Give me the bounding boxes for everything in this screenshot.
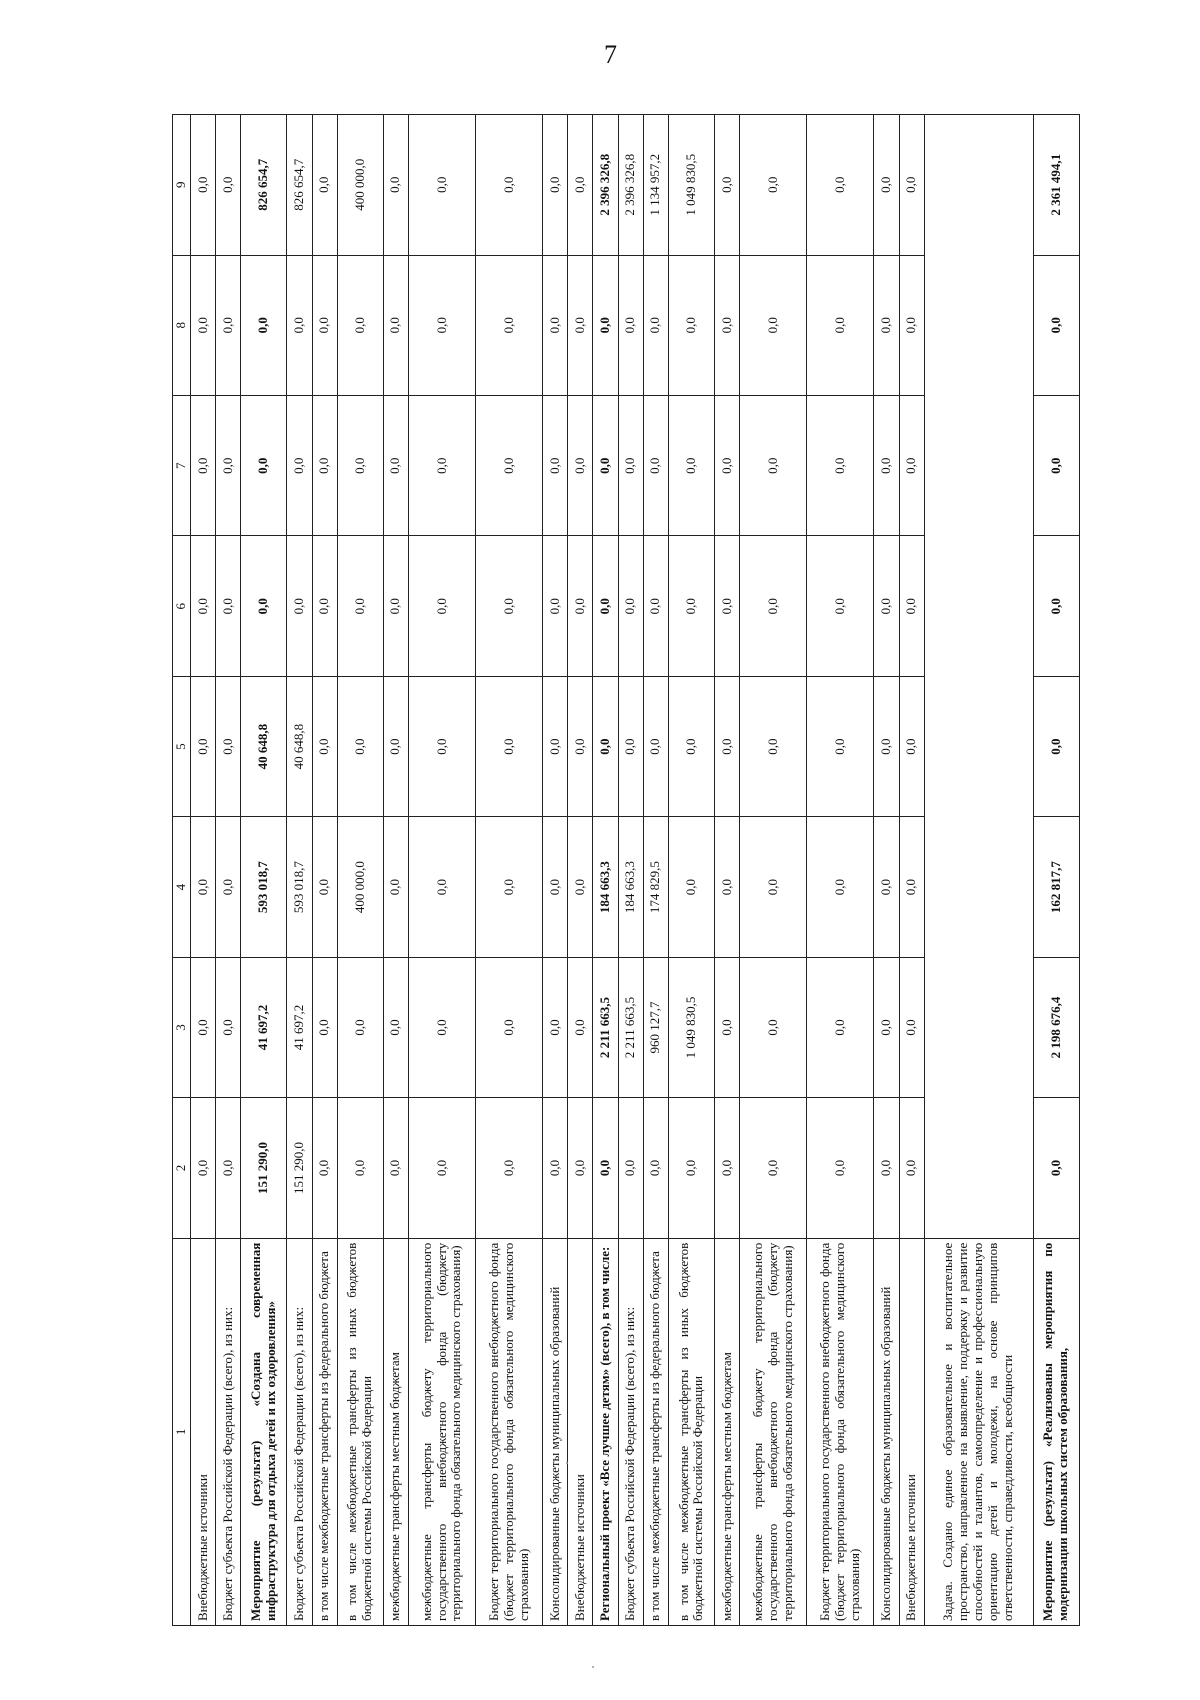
rotated-page <box>172 114 1080 1626</box>
table-row <box>337 115 383 1626</box>
value-cell: 0,0 <box>807 255 874 395</box>
value-cell: 0,0 <box>740 957 807 1097</box>
value-cell: 0,0 <box>287 396 312 536</box>
value-cell: 0,0 <box>593 536 618 676</box>
value-cell: 0,0 <box>383 957 408 1097</box>
value-cell: 0,0 <box>715 1098 740 1238</box>
value-cell: 0,0 <box>807 536 874 676</box>
value-cell: 0,0 <box>383 817 408 957</box>
value-cell: 0,0 <box>593 676 618 816</box>
table-row <box>1033 115 1079 1626</box>
value-cell: 0,0 <box>312 255 337 395</box>
table-row <box>643 115 668 1626</box>
value-cell: 0,0 <box>807 1098 874 1238</box>
value-cell: 826 654,7 <box>287 115 312 256</box>
value-cell: 0,0 <box>899 115 924 256</box>
value-cell: 0,0 <box>216 255 241 395</box>
value-cell: 0,0 <box>383 676 408 816</box>
value-cell: 0,0 <box>337 536 383 676</box>
scan-speck <box>592 1666 594 1668</box>
value-cell: 0,0 <box>899 396 924 536</box>
value-cell: 0,0 <box>740 536 807 676</box>
header-cell: 9 <box>173 115 191 256</box>
row-label: Мероприятие (результат) «Реализованы мероприятия по модернизации школьных систем образования, <box>1033 1238 1079 1625</box>
table-body <box>190 115 1079 1626</box>
value-cell: 0,0 <box>807 115 874 256</box>
value-cell: 0,0 <box>618 1098 643 1238</box>
value-cell: 400 000,0 <box>337 115 383 256</box>
table-row <box>287 115 312 1626</box>
value-cell: 2 396 326,8 <box>618 115 643 256</box>
value-cell: 0,0 <box>476 957 543 1097</box>
value-cell: 0,0 <box>740 255 807 395</box>
value-cell: 0,0 <box>740 1098 807 1238</box>
value-cell: 0,0 <box>190 1098 215 1238</box>
value-cell: 0,0 <box>874 1098 899 1238</box>
row-label: в том числе межбюджетные трансферты из иных бюджетов бюджетной системы Российской Федерации <box>668 1238 714 1625</box>
value-cell: 960 127,7 <box>643 957 668 1097</box>
value-cell: 0,0 <box>287 255 312 395</box>
value-cell: 0,0 <box>476 396 543 536</box>
value-cell: 0,0 <box>643 536 668 676</box>
value-cell: 0,0 <box>668 396 714 536</box>
value-cell: 0,0 <box>899 255 924 395</box>
value-cell: 0,0 <box>874 676 899 816</box>
value-cell: 0,0 <box>312 957 337 1097</box>
value-cell: 0,0 <box>618 396 643 536</box>
value-cell: 0,0 <box>668 536 714 676</box>
value-cell: 0,0 <box>476 1098 543 1238</box>
table-row <box>924 115 1033 1626</box>
value-cell: 0,0 <box>476 817 543 957</box>
value-cell: 0,0 <box>899 676 924 816</box>
value-cell: 184 663,3 <box>618 817 643 957</box>
value-cell: 0,0 <box>287 536 312 676</box>
value-cell: 162 817,7 <box>1033 817 1079 957</box>
value-cell: 0,0 <box>476 115 543 256</box>
value-cell: 0,0 <box>668 676 714 816</box>
value-cell: 0,0 <box>543 1098 568 1238</box>
table-row <box>568 115 593 1626</box>
row-label: межбюджетные трансферты местным бюджетам <box>383 1238 408 1625</box>
value-cell: 0,0 <box>568 536 593 676</box>
value-cell: 593 018,7 <box>287 817 312 957</box>
header-cell: 6 <box>173 536 191 676</box>
row-label: Задача. Создано единое образовательное и воспитательное пространство, направленное на выявление, поддержку и развитие способностей и талантов, самоопределение и профессиональную ориентацию детей и молодежи, на основе принципов ответственности, справедливости, всеобщности <box>924 1238 1033 1625</box>
value-cell: 0,0 <box>874 536 899 676</box>
value-cell: 2 198 676,4 <box>1033 957 1079 1097</box>
value-cell: 0,0 <box>383 396 408 536</box>
value-cell: 0,0 <box>643 255 668 395</box>
row-label: Бюджет субъекта Российской Федерации (всего), из них: <box>287 1238 312 1625</box>
empty-cell <box>924 115 1033 1239</box>
value-cell: 0,0 <box>593 255 618 395</box>
value-cell: 0,0 <box>476 536 543 676</box>
value-cell: 0,0 <box>383 115 408 256</box>
value-cell: 0,0 <box>543 676 568 816</box>
row-label: Мероприятие (результат) «Создана современная инфраструктура для отдыха детей и их оздоровления» <box>241 1238 287 1625</box>
value-cell: 0,0 <box>1033 255 1079 395</box>
value-cell: 0,0 <box>668 255 714 395</box>
row-label: межбюджетные трансферты местным бюджетам <box>715 1238 740 1625</box>
header-cell: 7 <box>173 396 191 536</box>
header-cell: 1 <box>173 1238 191 1625</box>
value-cell: 0,0 <box>216 396 241 536</box>
value-cell: 0,0 <box>568 817 593 957</box>
value-cell: 0,0 <box>1033 536 1079 676</box>
value-cell: 0,0 <box>568 957 593 1097</box>
value-cell: 0,0 <box>1033 1098 1079 1238</box>
value-cell: 2 361 494,1 <box>1033 115 1079 256</box>
value-cell: 0,0 <box>216 115 241 256</box>
value-cell: 0,0 <box>241 255 287 395</box>
value-cell: 1 049 830,5 <box>668 957 714 1097</box>
budget-table <box>172 114 1080 1626</box>
value-cell: 0,0 <box>807 957 874 1097</box>
value-cell: 1 049 830,5 <box>668 115 714 256</box>
value-cell: 0,0 <box>874 255 899 395</box>
value-cell: 0,0 <box>408 1098 475 1238</box>
value-cell: 151 290,0 <box>241 1098 287 1238</box>
value-cell: 0,0 <box>408 817 475 957</box>
row-label: в том числе межбюджетные трансферты из федерального бюджета <box>312 1238 337 1625</box>
value-cell: 0,0 <box>312 817 337 957</box>
value-cell: 593 018,7 <box>241 817 287 957</box>
value-cell: 0,0 <box>568 396 593 536</box>
value-cell: 0,0 <box>241 396 287 536</box>
value-cell: 0,0 <box>383 255 408 395</box>
value-cell: 0,0 <box>715 115 740 256</box>
value-cell: 0,0 <box>715 396 740 536</box>
value-cell: 0,0 <box>807 396 874 536</box>
value-cell: 0,0 <box>543 115 568 256</box>
value-cell: 0,0 <box>543 255 568 395</box>
table-row <box>476 115 543 1626</box>
row-label: в том числе межбюджетные трансферты из федерального бюджета <box>643 1238 668 1625</box>
value-cell: 0,0 <box>337 255 383 395</box>
header-cell: 4 <box>173 817 191 957</box>
value-cell: 40 648,8 <box>241 676 287 816</box>
value-cell: 0,0 <box>190 115 215 256</box>
header-cell: 8 <box>173 255 191 395</box>
value-cell: 0,0 <box>643 1098 668 1238</box>
value-cell: 0,0 <box>643 676 668 816</box>
header-cell: 2 <box>173 1098 191 1238</box>
table-row <box>408 115 475 1626</box>
value-cell: 0,0 <box>618 536 643 676</box>
value-cell: 0,0 <box>190 536 215 676</box>
table-row <box>715 115 740 1626</box>
value-cell: 0,0 <box>618 255 643 395</box>
value-cell: 0,0 <box>312 115 337 256</box>
value-cell: 0,0 <box>668 1098 714 1238</box>
value-cell: 0,0 <box>807 676 874 816</box>
value-cell: 826 654,7 <box>241 115 287 256</box>
value-cell: 400 000,0 <box>337 817 383 957</box>
table-row <box>216 115 241 1626</box>
table-row <box>543 115 568 1626</box>
value-cell: 0,0 <box>874 957 899 1097</box>
row-label: межбюджетные трансферты бюджету территориального государственного внебюджетного фонда (бюджету территориального фонда обязательного медицинского страхования) <box>408 1238 475 1625</box>
row-label: в том числе межбюджетные трансферты из иных бюджетов бюджетной системы Российской Федерации <box>337 1238 383 1625</box>
value-cell: 0,0 <box>618 676 643 816</box>
header-cell: 3 <box>173 957 191 1097</box>
value-cell: 0,0 <box>312 536 337 676</box>
value-cell: 0,0 <box>543 536 568 676</box>
value-cell: 0,0 <box>216 957 241 1097</box>
value-cell: 0,0 <box>715 536 740 676</box>
value-cell: 0,0 <box>568 1098 593 1238</box>
value-cell: 0,0 <box>899 817 924 957</box>
value-cell: 0,0 <box>408 396 475 536</box>
value-cell: 0,0 <box>408 115 475 256</box>
value-cell: 0,0 <box>593 1098 618 1238</box>
value-cell: 0,0 <box>740 817 807 957</box>
value-cell: 0,0 <box>1033 676 1079 816</box>
value-cell: 0,0 <box>216 1098 241 1238</box>
value-cell: 0,0 <box>476 255 543 395</box>
row-label: Внебюджетные источники <box>190 1238 215 1625</box>
value-cell: 0,0 <box>312 1098 337 1238</box>
value-cell: 0,0 <box>337 396 383 536</box>
value-cell: 0,0 <box>408 676 475 816</box>
row-label: Бюджет субъекта Российской Федерации (всего), из них: <box>618 1238 643 1625</box>
value-cell: 0,0 <box>807 817 874 957</box>
value-cell: 174 829,5 <box>643 817 668 957</box>
value-cell: 0,0 <box>593 396 618 536</box>
value-cell: 0,0 <box>668 817 714 957</box>
row-label: Бюджет территориального государственного внебюджетного фонда (бюджет территориального фонда обязательного медицинского страхования) <box>807 1238 874 1625</box>
value-cell: 0,0 <box>874 817 899 957</box>
table-row <box>190 115 215 1626</box>
value-cell: 0,0 <box>383 1098 408 1238</box>
value-cell: 0,0 <box>408 536 475 676</box>
value-cell: 0,0 <box>408 957 475 1097</box>
value-cell: 0,0 <box>383 536 408 676</box>
value-cell: 0,0 <box>190 957 215 1097</box>
row-label: Внебюджетные источники <box>568 1238 593 1625</box>
value-cell: 0,0 <box>715 957 740 1097</box>
table-row <box>899 115 924 1626</box>
value-cell: 0,0 <box>568 115 593 256</box>
value-cell: 0,0 <box>476 676 543 816</box>
value-cell: 0,0 <box>899 1098 924 1238</box>
table-row <box>740 115 807 1626</box>
row-label: Бюджет субъекта Российской Федерации (всего), из них: <box>216 1238 241 1625</box>
table-row <box>807 115 874 1626</box>
value-cell: 0,0 <box>899 536 924 676</box>
value-cell: 2 211 663,5 <box>618 957 643 1097</box>
value-cell: 0,0 <box>568 255 593 395</box>
value-cell: 2 211 663,5 <box>593 957 618 1097</box>
value-cell: 0,0 <box>715 676 740 816</box>
header-cell: 5 <box>173 676 191 816</box>
value-cell: 0,0 <box>543 817 568 957</box>
value-cell: 0,0 <box>337 957 383 1097</box>
value-cell: 0,0 <box>740 115 807 256</box>
value-cell: 0,0 <box>190 817 215 957</box>
row-label: Консолидированные бюджеты муниципальных образований <box>543 1238 568 1625</box>
value-cell: 0,0 <box>740 676 807 816</box>
value-cell: 0,0 <box>216 536 241 676</box>
table-row <box>383 115 408 1626</box>
scan-speck <box>566 1462 568 1464</box>
value-cell: 1 134 957,2 <box>643 115 668 256</box>
value-cell: 0,0 <box>1033 396 1079 536</box>
value-cell: 0,0 <box>312 676 337 816</box>
value-cell: 184 663,3 <box>593 817 618 957</box>
value-cell: 0,0 <box>190 396 215 536</box>
value-cell: 0,0 <box>216 676 241 816</box>
value-cell: 2 396 326,8 <box>593 115 618 256</box>
value-cell: 41 697,2 <box>241 957 287 1097</box>
value-cell: 41 697,2 <box>287 957 312 1097</box>
value-cell: 0,0 <box>216 817 241 957</box>
row-label: межбюджетные трансферты бюджету территориального государственного внебюджетного фонда (бюджету территориального фонда обязательного медицинского страхования) <box>740 1238 807 1625</box>
value-cell: 151 290,0 <box>287 1098 312 1238</box>
header-row <box>173 115 191 1626</box>
table-row <box>593 115 618 1626</box>
value-cell: 0,0 <box>740 396 807 536</box>
value-cell: 0,0 <box>543 396 568 536</box>
value-cell: 0,0 <box>312 396 337 536</box>
value-cell: 0,0 <box>715 255 740 395</box>
table-row <box>668 115 714 1626</box>
value-cell: 0,0 <box>543 957 568 1097</box>
value-cell: 0,0 <box>190 255 215 395</box>
table-row <box>618 115 643 1626</box>
value-cell: 0,0 <box>899 957 924 1097</box>
table-row <box>874 115 899 1626</box>
table-row <box>312 115 337 1626</box>
value-cell: 0,0 <box>874 396 899 536</box>
page-number: 7 <box>604 40 617 69</box>
value-cell: 0,0 <box>643 396 668 536</box>
value-cell: 0,0 <box>408 255 475 395</box>
value-cell: 0,0 <box>337 676 383 816</box>
row-label: Бюджет территориального государственного внебюджетного фонда (бюджет территориального фонда обязательного медицинского страхования) <box>476 1238 543 1625</box>
value-cell: 0,0 <box>715 817 740 957</box>
row-label: Консолидированные бюджеты муниципальных образований <box>874 1238 899 1625</box>
value-cell: 40 648,8 <box>287 676 312 816</box>
value-cell: 0,0 <box>568 676 593 816</box>
value-cell: 0,0 <box>874 115 899 256</box>
value-cell: 0,0 <box>190 676 215 816</box>
value-cell: 0,0 <box>241 536 287 676</box>
row-label: Внебюджетные источники <box>899 1238 924 1625</box>
table-row <box>241 115 287 1626</box>
value-cell: 0,0 <box>337 1098 383 1238</box>
row-label: Региональный проект «Все лучшее детям» (всего), в том числе: <box>593 1238 618 1625</box>
